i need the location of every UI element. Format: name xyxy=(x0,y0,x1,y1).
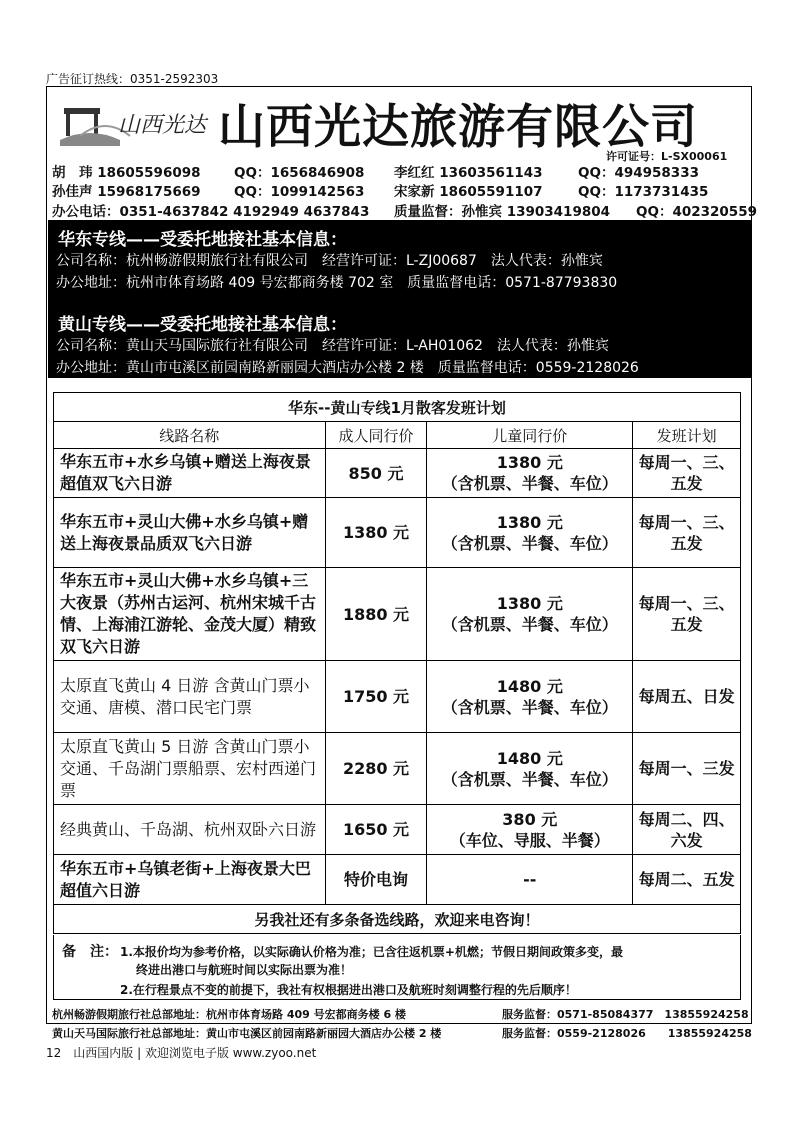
header-route: 线路名称 xyxy=(54,422,326,449)
note-1-cont: 终进出港口与航班时间以实际出票为准！ xyxy=(136,963,353,977)
child-price: 1380 元 xyxy=(496,453,563,472)
adult-price: 1380 元 xyxy=(325,498,427,568)
agency-info-panel xyxy=(48,220,751,378)
child-note: （含机票、半餐、车位） xyxy=(441,769,618,789)
hangzhou-hq-address: 杭州畅游假期旅行社总部地址：杭州市体育场路 409 号宏都商务楼 6 楼 xyxy=(52,1008,406,1021)
route-name: 华东五市+乌镇老街+上海夜景大巴超值六日游 xyxy=(54,855,326,905)
route-name: 华东五市+灵山大佛+水乡乌镇+赠送上海夜景品质双飞六日游 xyxy=(54,498,326,568)
child-note: （车位、导服、半餐） xyxy=(449,830,610,850)
contact-sun: 孙佳声 15968175669 xyxy=(52,184,201,200)
child-price: 1380 元 xyxy=(496,594,563,613)
huangshan-hq-phone: 服务监督：0559-2128026 13855924258 xyxy=(502,1027,752,1040)
huangshan-address: 办公地址：黄山市屯溪区前园南路新丽园大酒店办公楼 2 楼 质量监督电话：0559-2128026 xyxy=(56,360,639,376)
contact-li-qq: QQ：494958333 xyxy=(578,165,699,181)
east-heading: 华东专线——受委托地接社基本信息： xyxy=(58,230,347,250)
child-note: （含机票、半餐、车位） xyxy=(441,474,618,493)
child-price: 1380 元 xyxy=(496,512,563,532)
table-row xyxy=(54,568,741,661)
child-note: （含机票、半餐、车位） xyxy=(441,615,618,634)
route-name: 太原直飞黄山 5 日游 含黄山门票小交通、千岛湖门票船票、宏村西递门票 xyxy=(54,733,326,805)
adult-price: 特价电询 xyxy=(325,855,427,905)
huangshan-company: 公司名称：黄山天马国际旅行社有限公司 经营许可证：L-AH01062 法人代表：孙惟宾 xyxy=(56,338,609,354)
table-row xyxy=(54,661,741,733)
adult-price: 2280 元 xyxy=(325,733,427,805)
table-row xyxy=(54,498,741,568)
schedule: 每周一、三发 xyxy=(633,733,741,805)
table-row xyxy=(54,449,741,498)
route-name: 华东五市+灵山大佛+水乡乌镇+三大夜景（苏州古运河、杭州宋城千古情、上海浦江游轮、金茂大厦）精致双飞六日游 xyxy=(54,568,326,661)
east-company: 公司名称：杭州畅游假期旅行社有限公司 经营许可证：L-ZJ00687 法人代表：孙惟宾 xyxy=(56,253,603,269)
contact-li: 李红红 13603561143 xyxy=(394,165,543,181)
child-price: 1480 元 xyxy=(496,748,563,768)
adult-price: 1650 元 xyxy=(325,805,427,855)
license-number: 许可证号：L-SX00061 xyxy=(606,150,728,163)
schedule: 每周一、三、五发 xyxy=(633,449,741,498)
header-schedule: 发班计划 xyxy=(633,422,741,449)
schedule: 每周一、三、五发 xyxy=(633,568,741,661)
quality-supervisor: 质量监督：孙惟宾 13903419804 xyxy=(394,204,611,220)
adult-price: 1750 元 xyxy=(325,661,427,733)
contact-sun-qq: QQ：1099142563 xyxy=(234,184,365,200)
hangzhou-hq-phone: 服务监督：0571-85084377 13855924258 xyxy=(502,1008,749,1021)
ad-hotline: 广告征订热线：0351-2592303 xyxy=(46,72,219,86)
contact-hu: 胡 玮 18605596098 xyxy=(52,165,201,181)
table-row xyxy=(54,733,741,805)
table-row xyxy=(54,805,741,855)
east-address: 办公地址：杭州市体育场路 409 号宏都商务楼 702 室 质量监督电话：0571-87793830 xyxy=(56,275,618,291)
route-name: 华东五市+水乡乌镇+赠送上海夜景超值双飞六日游 xyxy=(54,449,326,498)
child-price: 380 元 xyxy=(502,809,558,829)
note-2: 2.在行程景点不变的前提下，我社有权根据进出港口及航班时刻调整行程的先后顺序！ xyxy=(120,983,577,997)
contact-hu-qq: QQ：1656846908 xyxy=(234,165,365,181)
header-child: 儿童同行价 xyxy=(427,422,633,449)
notes-label: 备 注： xyxy=(62,944,118,960)
schedule: 每周二、五发 xyxy=(633,855,741,905)
notes-box xyxy=(53,935,741,1000)
page-footer: 12 山西国内版 | 欢迎浏览电子版 www.zyoo.net xyxy=(46,1046,317,1060)
child-note: （含机票、半餐、车位） xyxy=(441,533,618,553)
schedule: 每周五、日发 xyxy=(633,661,741,733)
schedule: 每周一、三、五发 xyxy=(633,498,741,568)
child-note: （含机票、半餐、车位） xyxy=(441,697,618,717)
schedule: 每周二、四、六发 xyxy=(633,805,741,855)
company-logo xyxy=(60,96,210,152)
child-price: -- xyxy=(523,870,537,889)
office-phone: 办公电话：0351-4637842 4192949 4637843 xyxy=(52,204,370,220)
contact-song: 宋家新 18605591107 xyxy=(394,184,543,200)
route-name: 太原直飞黄山 4 日游 含黄山门票小交通、唐模、潜口民宅门票 xyxy=(54,661,326,733)
route-name: 经典黄山、千岛湖、杭州双卧六日游 xyxy=(54,805,326,855)
adult-price: 1880 元 xyxy=(325,568,427,661)
quality-qq: QQ：402320559 xyxy=(636,204,757,220)
child-price: 1480 元 xyxy=(496,676,563,696)
schedule-table xyxy=(53,392,741,934)
table-row xyxy=(54,855,741,905)
note-1: 1.本报价均为参考价格，以实际确认价格为准；已含往返机票+机燃；节假日期间政策多变，最 xyxy=(120,945,623,959)
huangshan-heading: 黄山专线——受委托地接社基本信息： xyxy=(58,315,347,335)
header-adult: 成人同行价 xyxy=(325,422,427,449)
logo-script: 山西光达 xyxy=(118,113,207,138)
adult-price: 850 元 xyxy=(325,449,427,498)
contact-song-qq: QQ：1173731435 xyxy=(578,184,709,200)
table-title: 华东--黄山专线1月散客发班计划 xyxy=(54,393,741,422)
company-title: 山西光达旅游有限公司 xyxy=(218,100,698,155)
huangshan-hq-address: 黄山天马国际旅行社总部地址：黄山市屯溪区前园南路新丽园大酒店办公楼 2 楼 xyxy=(52,1027,442,1040)
table-footer-note: 另我社还有多条备选线路，欢迎来电咨询！ xyxy=(54,905,741,934)
